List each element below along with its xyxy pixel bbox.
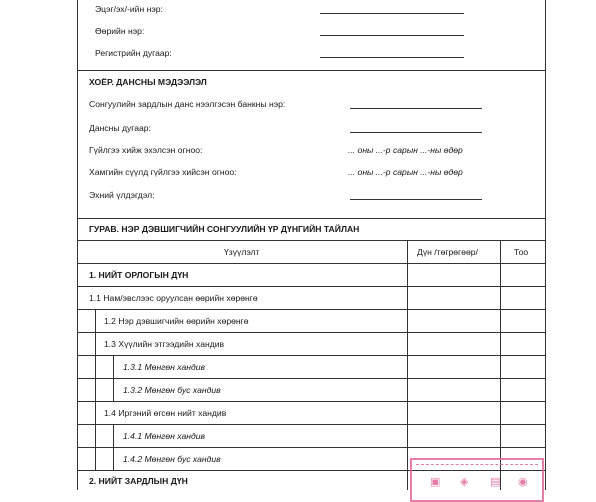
- table-row-candidate-assets: 1.2 Нэр дэвшигчийн өөрийн хөрөнгө: [104, 316, 249, 326]
- father-name-line[interactable]: [320, 13, 464, 14]
- field-label-opening-balance: Эхний үлдэгдэл:: [89, 190, 155, 200]
- account-number-line[interactable]: [350, 132, 482, 133]
- table-top-line: [77, 240, 546, 241]
- field-label-last-date: Хамгийн сүүлд гүйлгээ хийсэн огноо:: [89, 167, 237, 177]
- field-label-register: Регистрийн дугаар:: [95, 48, 172, 58]
- indent-divider: [95, 332, 96, 355]
- table-row-citizen-donation: 1.4 Иргэний өгсөн нийт хандив: [104, 408, 227, 418]
- table-row-citizen-noncash: 1.4.2 Мөнгөн бус хандив: [123, 454, 221, 464]
- right-border: [545, 0, 546, 490]
- account-section-title: ХОЁР. ДАНСНЫ МЭДЭЭЛЭЛ: [89, 77, 207, 87]
- bank-name-line[interactable]: [350, 108, 482, 109]
- row-line: [77, 447, 546, 448]
- field-label-father-name: Эцэг/эх/-ийн нэр:: [95, 4, 163, 14]
- row-line: [77, 424, 546, 425]
- table-row-legal-cash: 1.3.1 Мөнгөн хандив: [123, 362, 206, 372]
- table-row-legal-donation: 1.3 Хүүлийн этгээдийн хандив: [104, 339, 225, 349]
- field-label-account-number: Дансны дугаар:: [89, 123, 151, 133]
- start-date-value[interactable]: ... оны ...-р сарын ...-ны өдөр: [348, 145, 463, 155]
- row-line: [77, 332, 546, 333]
- last-date-value[interactable]: ... оны ...-р сарын ...-ны өдөр: [348, 167, 463, 177]
- header-amount: Дүн /төгрөгөөр/: [417, 247, 478, 257]
- left-border: [77, 0, 78, 490]
- field-label-start-date: Гүйлгээ хийж эхэлсэн огноо:: [89, 145, 203, 155]
- table-row-total-income: 1. НИЙТ ОРЛОГЫН ДҮН: [89, 270, 189, 280]
- header-count: Тоо: [514, 247, 529, 257]
- section-divider-2: [77, 218, 546, 219]
- row-line: [77, 286, 546, 287]
- col-divider-amount: [407, 240, 408, 490]
- field-label-bank-name: Сонгуулийн зардлын данс нээлгэсэн банкны нэр:: [89, 99, 286, 109]
- stamp-mark: ▤: [490, 475, 501, 488]
- official-stamp: [410, 458, 544, 502]
- indent-divider: [95, 401, 96, 470]
- stamp-mark: ◈: [460, 475, 469, 488]
- table-row-citizen-cash: 1.4.1 Мөнгөн хандив: [123, 431, 206, 441]
- header-bottom-line: [77, 263, 546, 264]
- row-line: [77, 378, 546, 379]
- register-line[interactable]: [320, 57, 464, 58]
- table-row-legal-noncash: 1.3.2 Мөнгөн бус хандив: [123, 385, 221, 395]
- opening-balance-line[interactable]: [350, 199, 482, 200]
- section-divider-1: [77, 70, 546, 71]
- row-line: [77, 355, 546, 356]
- field-label-own-name: Өөрийн нэр:: [95, 26, 145, 36]
- col-divider-count: [500, 240, 501, 490]
- table-row-party-assets: 1.1 Нам/эвслээс оруулсан өөрийн хөрөнгө: [89, 293, 258, 303]
- stamp-mark: ◉: [518, 475, 528, 488]
- indent-divider: [95, 309, 96, 332]
- header-indicator: Үзүүлэлт: [224, 247, 260, 257]
- report-section-title: ГУРАВ. НЭР ДЭВШИГЧИЙН СОНГУУЛИЙН ҮР ДҮНГИЙН ТАЙЛАН: [89, 224, 360, 234]
- row-line: [77, 401, 546, 402]
- table-row-total-expense: 2. НИЙТ ЗАРДЛЫН ДҮН: [89, 476, 188, 486]
- own-name-line[interactable]: [320, 35, 464, 36]
- row-line: [77, 309, 546, 310]
- stamp-mark: ▣: [430, 475, 441, 488]
